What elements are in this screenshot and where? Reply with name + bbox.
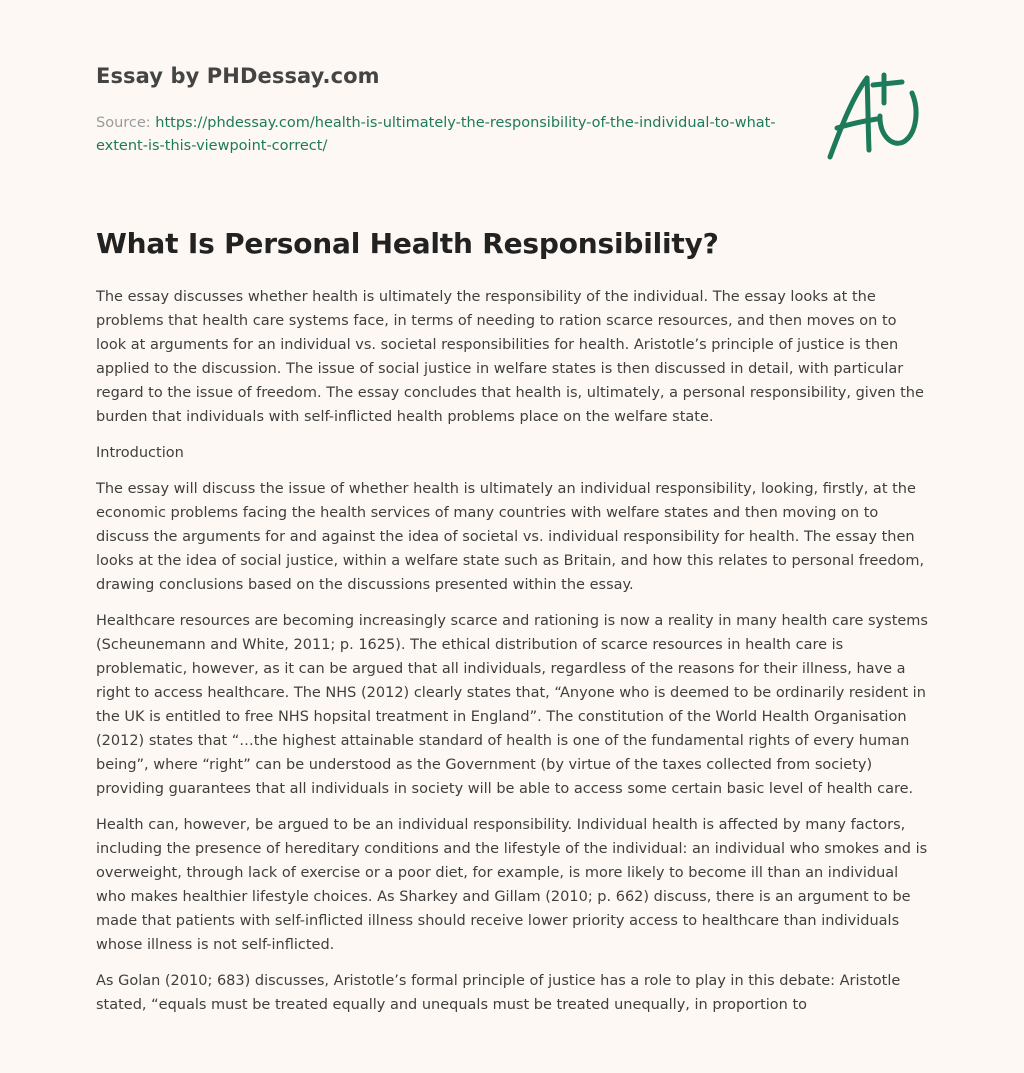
source-label: Source:: [96, 115, 151, 131]
source-link[interactable]: https://phdessay.com/health-is-ultimately-the-responsibility-of-the-individual-to-what-extent-is-this-viewpoint-correct/: [96, 115, 776, 154]
essay-paragraph: Healthcare resources are becoming increasingly scarce and rationing is now a reality in many health care systems (Scheunemann and White, 2011; p. 1625). The ethical distribution of scarce resources in health care is problematic, however, as it can be argued that all individuals, regardless of the reasons for their illness, have a right to access healthcare. The NHS (2012) clearly states that, “Anyone who is deemed to be ordinarily resident in the UK is entitled to free NHS hopsital treatment in England”. The constitution of the World Health Organisation (2012) states that “…the highest attainable standard of health is one of the fundamental rights of every human being”, where “right” can be understood as the Government (by virtue of the taxes collected from society) providing guarantees that all individuals in society will be able to access some certain basic level of health care.: [96, 613, 928, 797]
a-plus-logo-icon: [822, 68, 926, 164]
essay-paragraph: Health can, however, be argued to be an individual responsibility. Individual health is affected by many factors, including the presence of hereditary conditions and the lifestyle of the individual: an individual who smokes and is overweight, through lack of exercise or a poor diet, for example, is more likely to become ill than an individual who makes healthier lifestyle choices. As Sharkey and Gillam (2010; p. 662) discuss, there is an argument to be made that patients with self-inflicted illness should receive lower priority access to healthcare than individuals whose illness is not self-inflicted.: [96, 817, 928, 953]
essay-paragraph: As Golan (2010; 683) discusses, Aristotle’s formal principle of justice has a role to play in this debate: Aristotle stated, “equals must be treated equally and unequals must be treated unequally, in proportion to: [96, 973, 901, 1013]
section-heading: Introduction: [96, 445, 184, 461]
source-line: [96, 112, 796, 158]
essay-title: What Is Personal Health Responsibility?: [96, 227, 719, 260]
essay-body: [96, 285, 928, 1029]
site-title: Essay by PHDessay.com: [96, 64, 380, 88]
essay-paragraph: The essay will discuss the issue of whether health is ultimately an individual responsibility, looking, firstly, at the economic problems facing the health services of many countries with welfare states and then moving on to discuss the arguments for and against the idea of societal vs. individual responsibility for health. The essay then looks at the idea of social justice, within a welfare state such as Britain, and how this relates to personal freedom, drawing conclusions based on the discussions presented within the essay.: [96, 481, 925, 593]
essay-paragraph: The essay discusses whether health is ultimately the responsibility of the individual. The essay looks at the problems that health care systems face, in terms of needing to ration scarce resources, and then moves on to look at arguments for an individual vs. societal responsibilities for health. Aristotle’s principle of justice is then applied to the discussion. The issue of social justice in welfare states is then discussed in detail, with particular regard to the issue of freedom. The essay concludes that health is, ultimately, a personal responsibility, given the burden that individuals with self-inflicted health problems place on the welfare state.: [96, 289, 924, 425]
